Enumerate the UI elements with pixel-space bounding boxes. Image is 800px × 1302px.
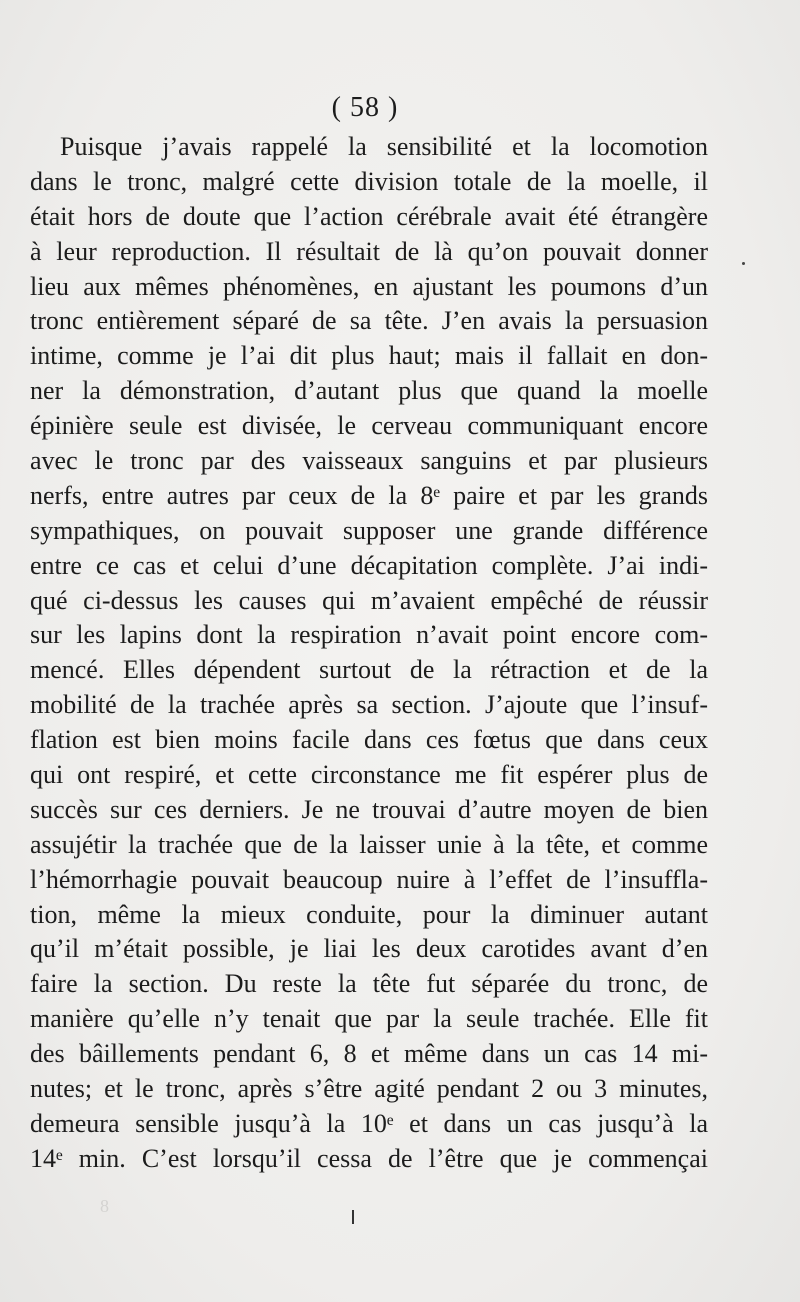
text-line: qu’il m’était possible, je liai les deux carotides avant d’en	[30, 934, 708, 964]
text-line: nerfs, entre autres par ceux de la 8ᵉ paire et par les grands	[30, 480, 708, 510]
text-line: qué ci-dessus les causes qui m’avaient empêché de réussir	[30, 585, 708, 615]
print-mark	[352, 1210, 354, 1224]
text-line: l’hémorrhagie pouvait beaucoup nuire à l’effet de l’insuffla-	[30, 864, 708, 894]
text-line: ner la démonstration, d’autant plus que quand la moelle	[30, 376, 708, 406]
text-line: avec le tronc par des vaisseaux sanguins et par plusieurs	[30, 446, 708, 476]
text-line: nutes; et le tronc, après s’être agité pendant 2 ou 3 minutes,	[30, 1074, 708, 1104]
page-number: ( 58 )	[331, 92, 399, 123]
text-line: lieu aux mêmes phénomènes, en ajustant les poumons d’un	[30, 271, 708, 301]
text-line: épinière seule est divisée, le cerveau communiquant encore	[30, 411, 708, 441]
ink-speck	[742, 262, 745, 265]
text-line: faire la section. Du reste la tête fut séparée du tronc, de	[30, 969, 708, 999]
text-line: mobilité de la trachée après sa section. J’ajoute que l’insuf-	[30, 690, 708, 720]
text-line: était hors de doute que l’action cérébrale avait été étrangère	[30, 201, 708, 231]
text-line: sur les lapins dont la respiration n’avait point encore com-	[30, 620, 708, 650]
text-line: des bâillements pendant 6, 8 et même dans un cas 14 mi-	[30, 1039, 708, 1069]
text-line: manière qu’elle n’y tenait que par la seule trachée. Elle fit	[30, 1004, 708, 1034]
text-line: qui ont respiré, et cette circonstance me fit espérer plus de	[30, 760, 708, 790]
text-line: flation est bien moins facile dans ces fœtus que dans ceux	[30, 725, 708, 755]
text-line: mencé. Elles dépendent surtout de la rétraction et de la	[30, 655, 708, 685]
signature-mark: 8	[100, 1196, 109, 1216]
text-line: intime, comme je l’ai dit plus haut; mais il fallait en don-	[30, 341, 708, 371]
text-line: dans le tronc, malgré cette division totale de la moelle, il	[30, 166, 708, 196]
text-line: tronc entièrement séparé de sa tête. J’en avais la persuasion	[30, 306, 708, 336]
text-line: assujétir la trachée que de la laisser unie à la tête, et comme	[30, 829, 708, 859]
text-line: tion, même la mieux conduite, pour la diminuer autant	[30, 899, 708, 929]
body-text	[30, 130, 708, 1177]
text-line: demeura sensible jusqu’à la 10ᵉ et dans un cas jusqu’à la	[30, 1108, 708, 1138]
text-line: à leur reproduction. Il résultait de là qu’on pouvait donner	[30, 236, 708, 266]
text-line: Puisque j’avais rappelé la sensibilité et la locomotion	[60, 132, 708, 161]
text-line: succès sur ces derniers. Je ne trouvai d’autre moyen de bien	[30, 794, 708, 824]
text-line: 14ᵉ min. C’est lorsqu’il cessa de l’être que je commençai	[30, 1143, 708, 1173]
text-line: entre ce cas et celui d’une décapitation complète. J’ai indi-	[30, 550, 708, 580]
text-line: sympathiques, on pouvait supposer une grande différence	[30, 515, 708, 545]
